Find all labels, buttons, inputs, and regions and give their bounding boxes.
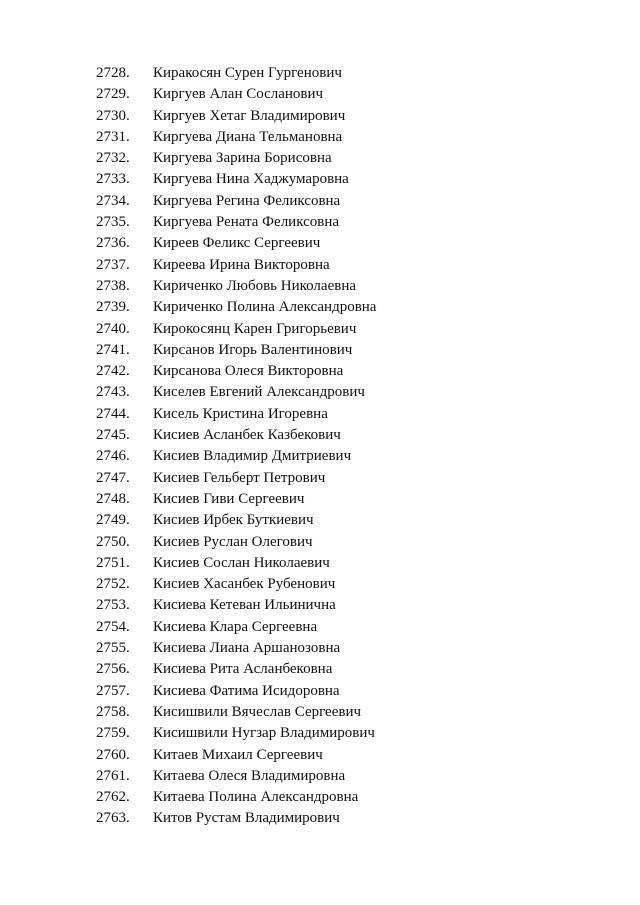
entry-number: 2755.: [96, 640, 130, 657]
entry-name: Кириченко Полина Александровна: [153, 299, 377, 316]
entry-number: 2752.: [96, 576, 130, 593]
list-item: [0, 681, 640, 702]
entry-name: Кисиев Гельберт Петрович: [153, 469, 326, 486]
entry-name: Кисиева Рита Асланбековна: [153, 661, 333, 678]
entry-number: 2753.: [96, 597, 130, 614]
entry-number: 2741.: [96, 341, 130, 358]
list-item: [0, 510, 640, 531]
list-item: [0, 84, 640, 105]
entry-number: 2728.: [96, 65, 130, 81]
entry-number: 2761.: [96, 767, 130, 784]
entry-name: Кисиева Фатима Исидоровна: [153, 682, 340, 699]
list-item: [0, 595, 640, 616]
entry-name: Кисель Кристина Игоревна: [153, 405, 328, 422]
list-item: [0, 148, 640, 169]
list-item: [0, 319, 640, 340]
entry-name: Киргуева Диана Тельмановна: [153, 128, 343, 145]
entry-number: 2745.: [96, 427, 130, 444]
entry-number: 2732.: [96, 150, 130, 167]
entry-name: Кисиева Лиана Аршанозовна: [153, 640, 341, 657]
list-item: [0, 617, 640, 638]
list-item: [0, 63, 640, 84]
entry-name: Киреев Феликс Сергеевич: [153, 235, 321, 252]
entry-number: 2746.: [96, 448, 130, 465]
entry-number: 2758.: [96, 703, 130, 720]
list-item: [0, 659, 640, 680]
entry-name: Киргуева Регина Феликсовна: [153, 192, 341, 209]
entry-name: Киргуев Алан Сосланович: [153, 86, 324, 103]
entry-number: 2739.: [96, 299, 130, 316]
entry-name: Киселев Евгений Александрович: [153, 384, 365, 401]
list-item: [0, 489, 640, 510]
entry-number: 2751.: [96, 554, 130, 571]
list-item: [0, 212, 640, 233]
name-list: [0, 63, 640, 830]
entry-number: 2738.: [96, 277, 130, 294]
entry-name: Кисишвили Вячеслав Сергеевич: [153, 703, 362, 720]
entry-name: Киргуева Рената Феликсовна: [153, 214, 340, 231]
entry-number: 2737.: [96, 256, 130, 273]
list-item: [0, 233, 640, 254]
list-item: [0, 297, 640, 318]
entry-number: 2733.: [96, 171, 130, 188]
entry-number: 2757.: [96, 682, 130, 699]
entry-number: 2744.: [96, 405, 130, 422]
entry-name: Кисиев Хасанбек Рубенович: [153, 576, 336, 593]
list-item: [0, 106, 640, 127]
entry-number: 2742.: [96, 363, 130, 380]
list-item: [0, 553, 640, 574]
entry-number: 2731.: [96, 128, 130, 145]
entry-name: Киргуев Хетаг Владимирович: [153, 107, 346, 124]
entry-name: Кирсанова Олеся Викторовна: [153, 363, 344, 380]
list-item: [0, 361, 640, 382]
entry-name: Кисишвили Нугзар Владимирович: [153, 725, 375, 742]
list-item: [0, 745, 640, 766]
entry-name: Кисиев Сослан Николаевич: [153, 554, 330, 571]
entry-number: 2747.: [96, 469, 130, 486]
list-item: [0, 425, 640, 446]
entry-number: 2760.: [96, 746, 130, 763]
entry-number: 2740.: [96, 320, 130, 337]
entry-number: 2750.: [96, 533, 130, 550]
entry-name: Кириченко Любовь Николаевна: [153, 277, 357, 294]
list-item: [0, 468, 640, 489]
list-item: [0, 191, 640, 212]
entry-name: Кисиев Гиви Сергеевич: [153, 490, 305, 507]
entry-number: 2735.: [96, 214, 130, 231]
list-item: [0, 787, 640, 808]
entry-name: Китов Рустам Владимирович: [153, 810, 340, 827]
entry-name: Киргуева Зарина Борисовна: [153, 150, 332, 167]
entry-number: 2754.: [96, 618, 130, 635]
list-item: [0, 446, 640, 467]
list-item: [0, 574, 640, 595]
entry-number: 2748.: [96, 490, 130, 507]
entry-name: Кисиева Кетеван Ильинична: [153, 597, 336, 614]
list-item: [0, 127, 640, 148]
entry-number: 2749.: [96, 512, 130, 529]
list-item: [0, 638, 640, 659]
list-item: [0, 532, 640, 553]
list-item: [0, 702, 640, 723]
entry-number: 2762.: [96, 789, 130, 806]
list-item: [0, 766, 640, 787]
entry-name: Китаева Олеся Владимировна: [153, 767, 346, 784]
entry-name: Кирокосянц Карен Григорьевич: [153, 320, 357, 337]
entry-number: 2729.: [96, 86, 130, 103]
entry-number: 2756.: [96, 661, 130, 678]
list-item: [0, 169, 640, 190]
entry-number: 2734.: [96, 192, 130, 209]
list-item: [0, 723, 640, 744]
entry-number: 2763.: [96, 810, 130, 827]
entry-number: 2759.: [96, 725, 130, 742]
list-item: [0, 808, 640, 829]
entry-name: Кисиев Ирбек Буткиевич: [153, 512, 314, 529]
entry-number: 2743.: [96, 384, 130, 401]
list-item: [0, 382, 640, 403]
list-item: [0, 276, 640, 297]
list-item: [0, 255, 640, 276]
entry-name: Кисиев Асланбек Казбекович: [153, 427, 341, 444]
entry-number: 2736.: [96, 235, 130, 252]
entry-name: Китаев Михаил Сергеевич: [153, 746, 323, 763]
entry-name: Кисиева Клара Сергеевна: [153, 618, 318, 635]
entry-name: Киреева Ирина Викторовна: [153, 256, 330, 273]
entry-name: Кирсанов Игорь Валентинович: [153, 341, 353, 358]
entry-name: Китаева Полина Александровна: [153, 789, 359, 806]
entry-name: Киракосян Сурен Гургенович: [153, 65, 342, 81]
list-item: [0, 340, 640, 361]
list-item: [0, 404, 640, 425]
entry-name: Кисиев Руслан Олегович: [153, 533, 313, 550]
entry-name: Киргуева Нина Хаджумаровна: [153, 171, 349, 188]
entry-number: 2730.: [96, 107, 130, 124]
entry-name: Кисиев Владимир Дмитриевич: [153, 448, 352, 465]
